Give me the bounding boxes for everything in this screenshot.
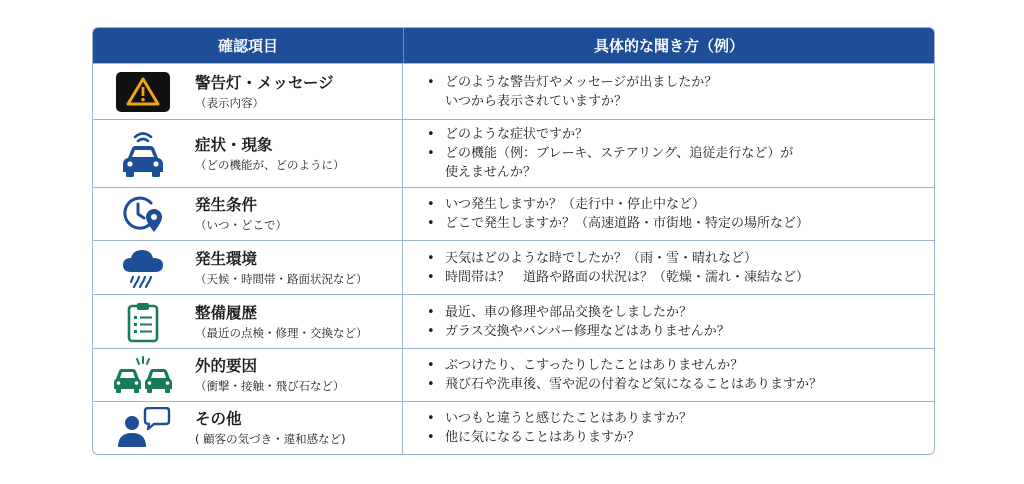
list-item: • どのような症状ですか？ [427,127,589,142]
table-row [93,187,934,240]
list-item: • 飛び石や洗車後、雪や泥の付着など気になることはありますか？ [427,377,823,392]
question-list [425,249,809,287]
item-subtitle: （いつ・どこで） [195,218,287,232]
item-title: その他 [195,410,242,428]
item-subtitle: （天候・時間帯・路面状況など） [195,271,368,286]
item-title: 発生環境 [195,249,258,268]
question-list [425,356,822,394]
list-item: • いつ発生しますか？（走行中・停止中など） [427,197,706,212]
question-list [425,303,730,341]
list-item: • どのような警告灯やメッセージが出ましたか？ いつから表示されていますか？ [427,74,718,109]
connected-car-icon [93,128,193,180]
question-list [425,409,692,447]
table-row [93,401,934,454]
header-check-item: 確認項目 [93,28,404,63]
item-subtitle: （最近の点検・修理・交換など） [195,325,368,340]
item-title: 警告灯・メッセージ [195,73,334,92]
clock-location-icon [93,194,193,234]
question-list [425,73,717,111]
table-row [93,63,934,119]
item-subtitle: ( 顧客の気づき・違和感など) [195,432,346,446]
list-item: • 他に気になることはありますか？ [427,430,641,445]
item-title: 症状・現象 [195,135,273,154]
question-list [425,195,809,233]
table-row [93,348,934,401]
warning-lamp-icon [93,71,193,113]
item-subtitle: （衝撃・接触・飛び石など） [195,379,345,393]
table-header [93,28,934,63]
question-list [425,125,793,182]
list-item: • ぶつけたり、こすったりしたことはありませんか？ [427,358,744,373]
list-item: • 天気はどのような時でしたか？（雨・雪・晴れなど） [427,250,758,266]
list-item: • いつもと違うと感じたことはありますか？ [427,411,693,426]
item-title: 外的要因 [195,357,258,375]
item-subtitle: （どの機能が、どのように） [195,157,345,172]
confirmation-table [92,27,935,455]
person-speech-icon [93,407,193,449]
list-item: • 時間帯は？ 道路や路面の状況は？（乾燥・濡れ・凍結など） [427,269,810,285]
car-collision-icon [93,355,193,395]
clipboard-icon [93,301,193,343]
table-row [93,240,934,294]
item-title: 発生条件 [195,196,258,214]
list-item: • ガラス交換やバンパー修理などはありませんか？ [427,323,730,339]
item-title: 整備履歴 [195,303,258,322]
item-subtitle: （表示内容） [195,95,264,110]
rain-cloud-icon [93,247,193,289]
header-how-to-ask: 具体的な聞き方（例） [593,37,744,55]
list-item: • 最近、車の修理や部品交換をしましたか？ [427,304,693,320]
table-row [93,294,934,348]
list-item: • どの機能（例：ブレーキ、ステアリング、追従走行など）が 使えませんか？ [427,146,794,180]
list-item: • どこで発生しますか？（高速道路・市街地・特定の場所など） [427,216,810,231]
table-row [93,119,934,187]
